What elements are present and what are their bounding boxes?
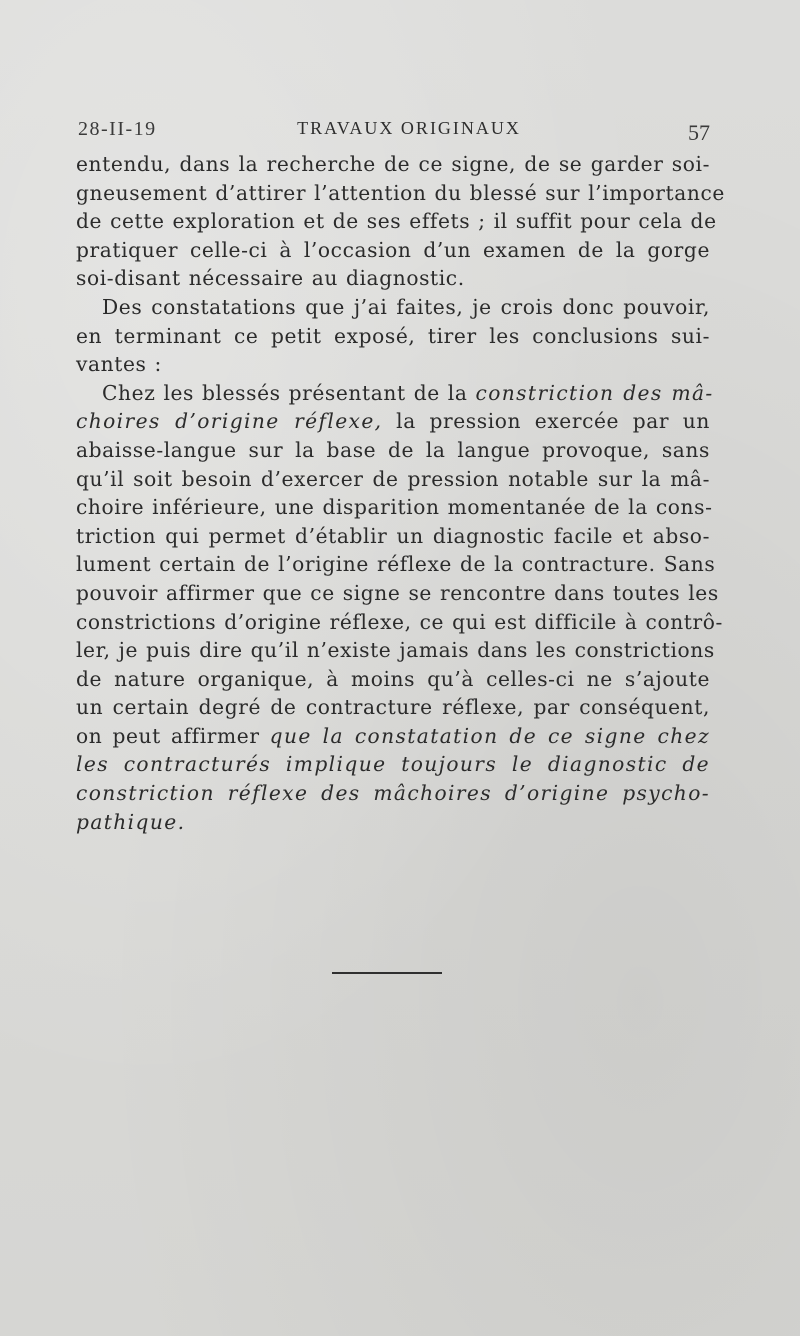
italic-run: que la constatation de ce signe chez (269, 723, 710, 748)
text-line: soi-disant nécessaire au diagnostic. (76, 266, 465, 291)
text-line: un certain degré de contracture réflexe, par conséquent, (76, 695, 710, 720)
text-line: pratiquer celle-ci à l’occasion d’un examen de la gorge (76, 237, 710, 262)
text-run: Chez les blessés présentant de la (102, 380, 476, 405)
text-line: lument certain de l’origine réflexe de la contracture. Sans (76, 552, 716, 577)
text-line: Des constatations que j’ai faites, je crois donc pouvoir, (102, 294, 710, 319)
text-line (76, 407, 710, 436)
page-header (78, 112, 710, 144)
text-line: de cette exploration et de ses effets ; il suffit pour cela de (76, 209, 717, 234)
text-line: gneusement d’attirer l’attention du blessé sur l’importance (76, 180, 725, 205)
italic-run: constriction des mâ- (475, 380, 714, 405)
text-line: constrictions d’origine réflexe, ce qui est difficile à contrô- (76, 609, 723, 634)
text-line: entendu, dans la recherche de ce signe, de se garder soi- (76, 152, 710, 176)
italic-run: choires d’origine réflexe, (76, 409, 383, 434)
italic-run: constriction réflexe des mâchoires d’origine psycho- (76, 781, 710, 806)
text-line (76, 808, 710, 837)
text-run: on peut affirmer (76, 723, 270, 748)
page-number: 57 (688, 120, 710, 145)
section-end-rule (332, 972, 442, 974)
issue-date: 28-II-19 (78, 118, 157, 140)
italic-run: les contracturés implique toujours le diagnostic de (76, 752, 710, 777)
text-line: abaisse-langue sur la base de la langue provoque, sans (76, 437, 710, 462)
italic-run: pathique. (76, 809, 186, 834)
body-text (76, 150, 725, 836)
text-run: la pression exercée par un (382, 409, 710, 434)
text-line: triction qui permet d’établir un diagnostic facile et abso- (76, 523, 710, 548)
text-line (76, 779, 710, 808)
text-line: vantes : (76, 352, 162, 377)
text-line: choire inférieure, une disparition momentanée de la cons- (76, 495, 713, 520)
text-line: en terminant ce petit exposé, tirer les conclusions sui- (76, 323, 710, 348)
text-line (76, 379, 714, 408)
text-line: qu’il soit besoin d’exercer de pression notable sur la mâ- (76, 466, 710, 491)
text-line (76, 750, 710, 779)
text-line: de nature organique, à moins qu’à celles-ci ne s’ajoute (76, 666, 710, 691)
text-line (76, 722, 710, 751)
running-title: TRAVAUX ORIGINAUX (297, 118, 521, 138)
text-line: pouvoir affirmer que ce signe se rencontre dans toutes les (76, 580, 719, 605)
text-line: ler, je puis dire qu’il n’existe jamais dans les constrictions (76, 638, 715, 663)
